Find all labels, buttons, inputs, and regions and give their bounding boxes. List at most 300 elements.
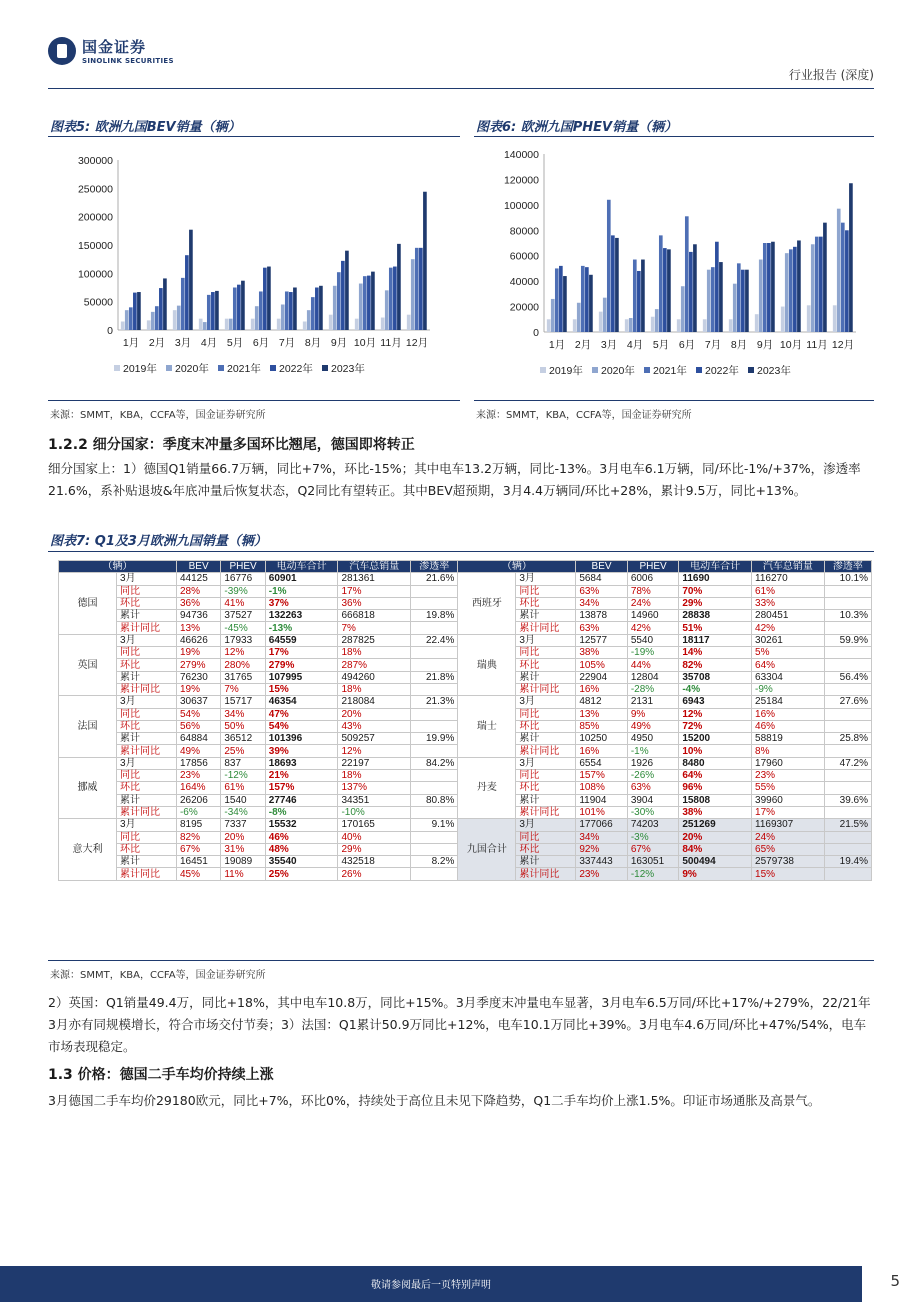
value-cell: 10250 bbox=[576, 733, 628, 745]
value-cell: 63304 bbox=[752, 671, 825, 683]
value-cell: 108% bbox=[576, 782, 628, 794]
logo-cn: 国金证券 bbox=[82, 38, 147, 56]
row-label-cell: 同比 bbox=[117, 647, 177, 659]
section-122-paragraph: 细分国家上：1）德国Q1销量66.7万辆，同比+7%，环比-15%；其中电车13.2万辆，同比-13%。3月电车6.1万辆，同/环比-1%/+37%，渗透率21.6%，系补贴退坡&年底冲量后恢复状态，Q2同比有望转正。其中BEV超预期，3月4.4万辆同/环比+28%，累计9.5万，同比+13%。 bbox=[48, 461, 861, 498]
value-cell: -1% bbox=[627, 745, 679, 757]
row-label-cell: 累计同比 bbox=[117, 683, 177, 695]
row-label-cell: 累计同比 bbox=[117, 745, 177, 757]
y-tick-label: 250000 bbox=[77, 183, 113, 196]
page-header bbox=[0, 0, 920, 92]
bar bbox=[637, 271, 641, 332]
row-label-cell: 环比 bbox=[516, 720, 576, 732]
legend-entry: 2021年 bbox=[227, 363, 261, 375]
value-cell: 17856 bbox=[176, 757, 220, 769]
value-cell: 7337 bbox=[221, 819, 265, 831]
value-cell: 33% bbox=[752, 597, 825, 609]
row-label-cell: 同比 bbox=[516, 770, 576, 782]
value-cell: 101396 bbox=[265, 733, 338, 745]
fig6-top-rule bbox=[474, 136, 874, 137]
table-header-cell: PHEV bbox=[221, 561, 265, 573]
legend-swatch bbox=[748, 367, 754, 373]
value-cell: 34% bbox=[576, 597, 628, 609]
fig7-source: 来源：SMMT，KBA，CCFA等，国金证券研究所 bbox=[50, 970, 266, 981]
value-cell: 55% bbox=[752, 782, 825, 794]
value-cell: 218084 bbox=[338, 696, 411, 708]
value-cell: 21.3% bbox=[411, 696, 458, 708]
value-cell: 105% bbox=[576, 659, 628, 671]
row-label-cell: 累计 bbox=[117, 794, 177, 806]
bar bbox=[599, 312, 603, 332]
value-cell: 9% bbox=[627, 708, 679, 720]
value-cell: 432518 bbox=[338, 856, 411, 868]
value-cell: 42% bbox=[752, 622, 825, 634]
value-cell bbox=[411, 585, 458, 597]
value-cell: 23% bbox=[576, 868, 628, 880]
value-cell: 14960 bbox=[627, 610, 679, 622]
value-cell: 54% bbox=[265, 720, 338, 732]
value-cell: 280451 bbox=[752, 610, 825, 622]
value-cell: 2131 bbox=[627, 696, 679, 708]
value-cell: 67% bbox=[176, 843, 220, 855]
x-tick-label: 4月 bbox=[626, 339, 644, 351]
row-label-cell: 3月 bbox=[516, 757, 576, 769]
value-cell: 19% bbox=[176, 647, 220, 659]
value-cell bbox=[411, 720, 458, 732]
value-cell: 85% bbox=[576, 720, 628, 732]
bar bbox=[151, 312, 155, 330]
value-cell: 279% bbox=[265, 659, 338, 671]
value-cell: 38% bbox=[679, 806, 752, 818]
bar bbox=[155, 306, 159, 330]
legend-swatch bbox=[114, 365, 120, 371]
value-cell: 157% bbox=[576, 770, 628, 782]
country-cell: 西班牙 bbox=[458, 573, 516, 634]
value-cell: 6554 bbox=[576, 757, 628, 769]
value-cell: 25.8% bbox=[824, 733, 871, 745]
value-cell: 46354 bbox=[265, 696, 338, 708]
x-tick-label: 8月 bbox=[730, 339, 748, 351]
value-cell: 12577 bbox=[576, 634, 628, 646]
bar bbox=[259, 291, 263, 330]
value-cell: -9% bbox=[752, 683, 825, 695]
value-cell: -10% bbox=[338, 806, 411, 818]
uk-france-paragraph: 2）英国：Q1销量49.4万，同比+18%，其中电车10.8万，同比+15%。3月季度末冲量电车显著，3月电车6.5万同/环比+17%/+279%，22/21年3月亦有同规模增长，符合市场交付节奏；3）法国：Q1累计50.9万同比+12%，电车10.1万同比+39%。3月电车4.6万同/环比+47%/54%，电车市场表现稳定。 bbox=[48, 995, 871, 1054]
row-label-cell: 累计 bbox=[117, 610, 177, 622]
row-label-cell: 3月 bbox=[516, 819, 576, 831]
x-tick-label: 2月 bbox=[148, 337, 166, 349]
bar bbox=[771, 242, 775, 332]
legend-swatch bbox=[696, 367, 702, 373]
bar bbox=[547, 319, 551, 332]
value-cell: 18693 bbox=[265, 757, 338, 769]
bar bbox=[841, 223, 845, 332]
table-header-row bbox=[59, 561, 872, 573]
bar bbox=[133, 293, 137, 330]
row-label-cell: 累计同比 bbox=[516, 806, 576, 818]
row-label-cell: 累计 bbox=[516, 794, 576, 806]
row-label-cell: 累计同比 bbox=[516, 745, 576, 757]
value-cell bbox=[411, 868, 458, 880]
bar bbox=[693, 244, 697, 332]
report-type: 行业报告 (深度) bbox=[788, 68, 874, 82]
value-cell: 39960 bbox=[752, 794, 825, 806]
value-cell: 3904 bbox=[627, 794, 679, 806]
bar bbox=[845, 230, 849, 332]
x-tick-label: 8月 bbox=[304, 337, 322, 349]
page-footer bbox=[0, 1266, 862, 1302]
value-cell: 8.2% bbox=[411, 856, 458, 868]
value-cell: 63% bbox=[627, 782, 679, 794]
value-cell: 44% bbox=[627, 659, 679, 671]
value-cell bbox=[411, 683, 458, 695]
bar bbox=[329, 315, 333, 330]
row-label-cell: 3月 bbox=[117, 634, 177, 646]
value-cell: 132263 bbox=[265, 610, 338, 622]
value-cell: 287% bbox=[338, 659, 411, 671]
x-tick-label: 5月 bbox=[226, 337, 244, 349]
value-cell: 251269 bbox=[679, 819, 752, 831]
value-cell bbox=[411, 708, 458, 720]
bar bbox=[603, 298, 607, 332]
value-cell: -12% bbox=[221, 770, 265, 782]
value-cell: 21% bbox=[265, 770, 338, 782]
value-cell: 164% bbox=[176, 782, 220, 794]
value-cell: 70% bbox=[679, 585, 752, 597]
value-cell: 20% bbox=[679, 831, 752, 843]
bar bbox=[625, 319, 629, 332]
row-label-cell: 环比 bbox=[117, 843, 177, 855]
value-cell: 45% bbox=[176, 868, 220, 880]
value-cell bbox=[411, 782, 458, 794]
bar bbox=[147, 320, 151, 330]
x-tick-label: 11月 bbox=[806, 339, 828, 351]
value-cell: 26% bbox=[338, 868, 411, 880]
value-cell: 36% bbox=[338, 597, 411, 609]
value-cell: 337443 bbox=[576, 856, 628, 868]
value-cell: 35540 bbox=[265, 856, 338, 868]
value-cell: 20% bbox=[338, 708, 411, 720]
table-header-cell: PHEV bbox=[627, 561, 679, 573]
legend-entry: 2023年 bbox=[757, 365, 791, 377]
row-label-cell: 3月 bbox=[117, 696, 177, 708]
country-cell: 英国 bbox=[59, 634, 117, 695]
bar bbox=[651, 317, 655, 332]
bar bbox=[307, 310, 311, 330]
row-label-cell: 累计同比 bbox=[516, 868, 576, 880]
legend-swatch bbox=[322, 365, 328, 371]
bar bbox=[177, 306, 181, 330]
value-cell: 8% bbox=[752, 745, 825, 757]
x-tick-label: 10月 bbox=[779, 339, 803, 351]
y-tick-label: 150000 bbox=[77, 240, 113, 252]
value-cell bbox=[824, 770, 871, 782]
value-cell: 64884 bbox=[176, 733, 220, 745]
bar bbox=[559, 266, 563, 332]
country-cell: 法国 bbox=[59, 696, 117, 757]
bar bbox=[681, 286, 685, 332]
row-label-cell: 环比 bbox=[117, 659, 177, 671]
value-cell: 157% bbox=[265, 782, 338, 794]
value-cell: 28% bbox=[176, 585, 220, 597]
section-122-heading: 1.2.2 细分国家：季度末冲量多国环比翘尾，德国即将转正 bbox=[48, 437, 415, 453]
value-cell: -12% bbox=[627, 868, 679, 880]
value-cell bbox=[411, 831, 458, 843]
table-row bbox=[59, 634, 872, 646]
value-cell bbox=[824, 597, 871, 609]
value-cell: 27746 bbox=[265, 794, 338, 806]
row-label-cell: 同比 bbox=[117, 770, 177, 782]
table-row bbox=[59, 757, 872, 769]
legend-entry: 2020年 bbox=[601, 365, 635, 377]
value-cell: 11690 bbox=[679, 573, 752, 585]
value-cell: 287825 bbox=[338, 634, 411, 646]
value-cell bbox=[411, 770, 458, 782]
value-cell: 56.4% bbox=[824, 671, 871, 683]
value-cell: 24% bbox=[752, 831, 825, 843]
table-header-cell: 电动车合计 bbox=[265, 561, 338, 573]
bar bbox=[407, 315, 411, 330]
value-cell: 67% bbox=[627, 843, 679, 855]
value-cell: 1926 bbox=[627, 757, 679, 769]
x-tick-label: 7月 bbox=[704, 339, 722, 351]
header-divider bbox=[48, 88, 874, 89]
value-cell: 94736 bbox=[176, 610, 220, 622]
value-cell: -30% bbox=[627, 806, 679, 818]
y-tick-label: 0 bbox=[107, 325, 113, 337]
row-label-cell: 环比 bbox=[516, 843, 576, 855]
bar bbox=[807, 305, 811, 332]
value-cell: 60901 bbox=[265, 573, 338, 585]
row-label-cell: 累计 bbox=[117, 856, 177, 868]
value-cell: 72% bbox=[679, 720, 752, 732]
legend-entry: 2022年 bbox=[705, 365, 739, 377]
value-cell: 31% bbox=[221, 843, 265, 855]
bar bbox=[607, 200, 611, 332]
y-tick-label: 100000 bbox=[77, 268, 113, 281]
value-cell: 8195 bbox=[176, 819, 220, 831]
value-cell: 34% bbox=[221, 708, 265, 720]
value-cell: 23% bbox=[176, 770, 220, 782]
bar bbox=[255, 306, 259, 330]
bar bbox=[363, 276, 367, 330]
value-cell bbox=[824, 683, 871, 695]
footer-disclaimer: 敬请参阅最后一页特别声明 bbox=[371, 1280, 491, 1291]
bar bbox=[367, 276, 371, 330]
row-label-cell: 同比 bbox=[117, 585, 177, 597]
bar bbox=[345, 251, 349, 330]
bar bbox=[281, 305, 285, 331]
value-cell: -26% bbox=[627, 770, 679, 782]
value-cell: 29% bbox=[338, 843, 411, 855]
fig7-title: 图表7: Q1及3月欧洲九国销量（辆） bbox=[50, 534, 267, 549]
value-cell: 92% bbox=[576, 843, 628, 855]
value-cell bbox=[411, 806, 458, 818]
x-tick-label: 9月 bbox=[330, 337, 348, 349]
bar bbox=[333, 286, 337, 330]
bar bbox=[667, 249, 671, 332]
fig5-bottom-rule bbox=[48, 400, 460, 401]
bar bbox=[229, 319, 233, 330]
table-header-cell: 汽车总销量 bbox=[338, 561, 411, 573]
legend-swatch bbox=[218, 365, 224, 371]
bar bbox=[755, 314, 759, 332]
bar bbox=[185, 255, 189, 330]
value-cell: 15717 bbox=[221, 696, 265, 708]
value-cell: 101% bbox=[576, 806, 628, 818]
row-label-cell: 环比 bbox=[516, 659, 576, 671]
value-cell: 19% bbox=[176, 683, 220, 695]
value-cell: 17% bbox=[752, 806, 825, 818]
bar bbox=[581, 266, 585, 332]
value-cell: 47.2% bbox=[824, 757, 871, 769]
value-cell: 7% bbox=[338, 622, 411, 634]
bar bbox=[241, 281, 245, 330]
table-header-cell: 汽车总销量 bbox=[752, 561, 825, 573]
value-cell: 17960 bbox=[752, 757, 825, 769]
row-label-cell: 3月 bbox=[117, 573, 177, 585]
value-cell: 6943 bbox=[679, 696, 752, 708]
value-cell: 64% bbox=[752, 659, 825, 671]
value-cell bbox=[824, 868, 871, 880]
value-cell: 49% bbox=[176, 745, 220, 757]
value-cell: 41% bbox=[221, 597, 265, 609]
value-cell: 17% bbox=[265, 647, 338, 659]
value-cell: 30637 bbox=[176, 696, 220, 708]
value-cell: 279% bbox=[176, 659, 220, 671]
table-header-cell: （辆） bbox=[458, 561, 576, 573]
value-cell: 12% bbox=[679, 708, 752, 720]
value-cell: 36% bbox=[176, 597, 220, 609]
bar bbox=[833, 305, 837, 332]
x-tick-label: 1月 bbox=[122, 337, 140, 349]
bar bbox=[371, 272, 375, 330]
value-cell: 4812 bbox=[576, 696, 628, 708]
row-label-cell: 累计同比 bbox=[516, 622, 576, 634]
value-cell: 509257 bbox=[338, 733, 411, 745]
value-cell: 10.3% bbox=[824, 610, 871, 622]
bar bbox=[677, 319, 681, 332]
value-cell: 50% bbox=[221, 720, 265, 732]
bar bbox=[737, 263, 741, 332]
value-cell: 84% bbox=[679, 843, 752, 855]
bar bbox=[411, 259, 415, 330]
value-cell: 58819 bbox=[752, 733, 825, 745]
value-cell: 49% bbox=[627, 720, 679, 732]
row-label-cell: 环比 bbox=[516, 597, 576, 609]
value-cell: 22904 bbox=[576, 671, 628, 683]
y-tick-label: 50000 bbox=[83, 296, 113, 309]
value-cell: 13878 bbox=[576, 610, 628, 622]
bar bbox=[585, 267, 589, 332]
bar bbox=[563, 276, 567, 332]
value-cell: 74203 bbox=[627, 819, 679, 831]
value-cell: -1% bbox=[265, 585, 338, 597]
value-cell: -34% bbox=[221, 806, 265, 818]
value-cell: 37527 bbox=[221, 610, 265, 622]
value-cell: 281361 bbox=[338, 573, 411, 585]
bar bbox=[415, 248, 419, 330]
value-cell: 27.6% bbox=[824, 696, 871, 708]
value-cell: 17% bbox=[338, 585, 411, 597]
row-label-cell: 累计 bbox=[117, 733, 177, 745]
x-tick-label: 1月 bbox=[548, 339, 566, 351]
bar bbox=[303, 322, 307, 331]
bar bbox=[233, 288, 237, 331]
value-cell: 10.1% bbox=[824, 573, 871, 585]
bar bbox=[311, 297, 315, 330]
value-cell: 15808 bbox=[679, 794, 752, 806]
bar bbox=[837, 209, 841, 332]
row-label-cell: 3月 bbox=[516, 634, 576, 646]
legend-swatch bbox=[644, 367, 650, 373]
value-cell: 42% bbox=[627, 622, 679, 634]
value-cell: 46% bbox=[752, 720, 825, 732]
bar bbox=[189, 230, 193, 330]
value-cell: 37% bbox=[265, 597, 338, 609]
bar bbox=[159, 288, 163, 330]
bar bbox=[251, 319, 255, 330]
row-label-cell: 同比 bbox=[516, 585, 576, 597]
value-cell: -45% bbox=[221, 622, 265, 634]
table-header-cell: BEV bbox=[176, 561, 220, 573]
fig6-source: 来源：SMMT，KBA，CCFA等，国金证券研究所 bbox=[476, 410, 692, 421]
value-cell: 10% bbox=[679, 745, 752, 757]
bar bbox=[719, 262, 723, 332]
x-tick-label: 12月 bbox=[405, 337, 429, 349]
value-cell: 20% bbox=[221, 831, 265, 843]
value-cell: 116270 bbox=[752, 573, 825, 585]
bar bbox=[759, 260, 763, 332]
bar bbox=[293, 288, 297, 331]
table-header-cell: 渗透率 bbox=[824, 561, 871, 573]
value-cell: 59.9% bbox=[824, 634, 871, 646]
row-label-cell: 累计 bbox=[516, 733, 576, 745]
bar bbox=[663, 248, 667, 332]
value-cell bbox=[411, 659, 458, 671]
y-tick-label: 60000 bbox=[509, 250, 539, 263]
fig6-bottom-rule bbox=[474, 400, 874, 401]
bar bbox=[137, 292, 141, 330]
value-cell bbox=[824, 745, 871, 757]
value-cell: 84.2% bbox=[411, 757, 458, 769]
bar bbox=[797, 240, 801, 332]
row-label-cell: 3月 bbox=[516, 573, 576, 585]
bar bbox=[789, 249, 793, 332]
value-cell bbox=[411, 647, 458, 659]
bar bbox=[285, 291, 289, 330]
bar bbox=[199, 319, 203, 330]
logo-en: SINOLINK SECURITIES bbox=[82, 57, 174, 65]
bar bbox=[611, 235, 615, 332]
table-row bbox=[59, 573, 872, 585]
y-tick-label: 0 bbox=[533, 327, 539, 339]
bar bbox=[237, 285, 241, 330]
value-cell: -4% bbox=[679, 683, 752, 695]
bar bbox=[393, 267, 397, 330]
bar bbox=[589, 275, 593, 332]
value-cell: 6006 bbox=[627, 573, 679, 585]
value-cell bbox=[824, 659, 871, 671]
bar bbox=[341, 261, 345, 330]
x-tick-label: 6月 bbox=[252, 337, 270, 349]
x-tick-label: 7月 bbox=[278, 337, 296, 349]
value-cell: 65% bbox=[752, 843, 825, 855]
value-cell: 15% bbox=[265, 683, 338, 695]
bar bbox=[689, 252, 693, 332]
x-tick-label: 3月 bbox=[600, 339, 618, 351]
bar bbox=[615, 238, 619, 332]
bar bbox=[659, 235, 663, 332]
